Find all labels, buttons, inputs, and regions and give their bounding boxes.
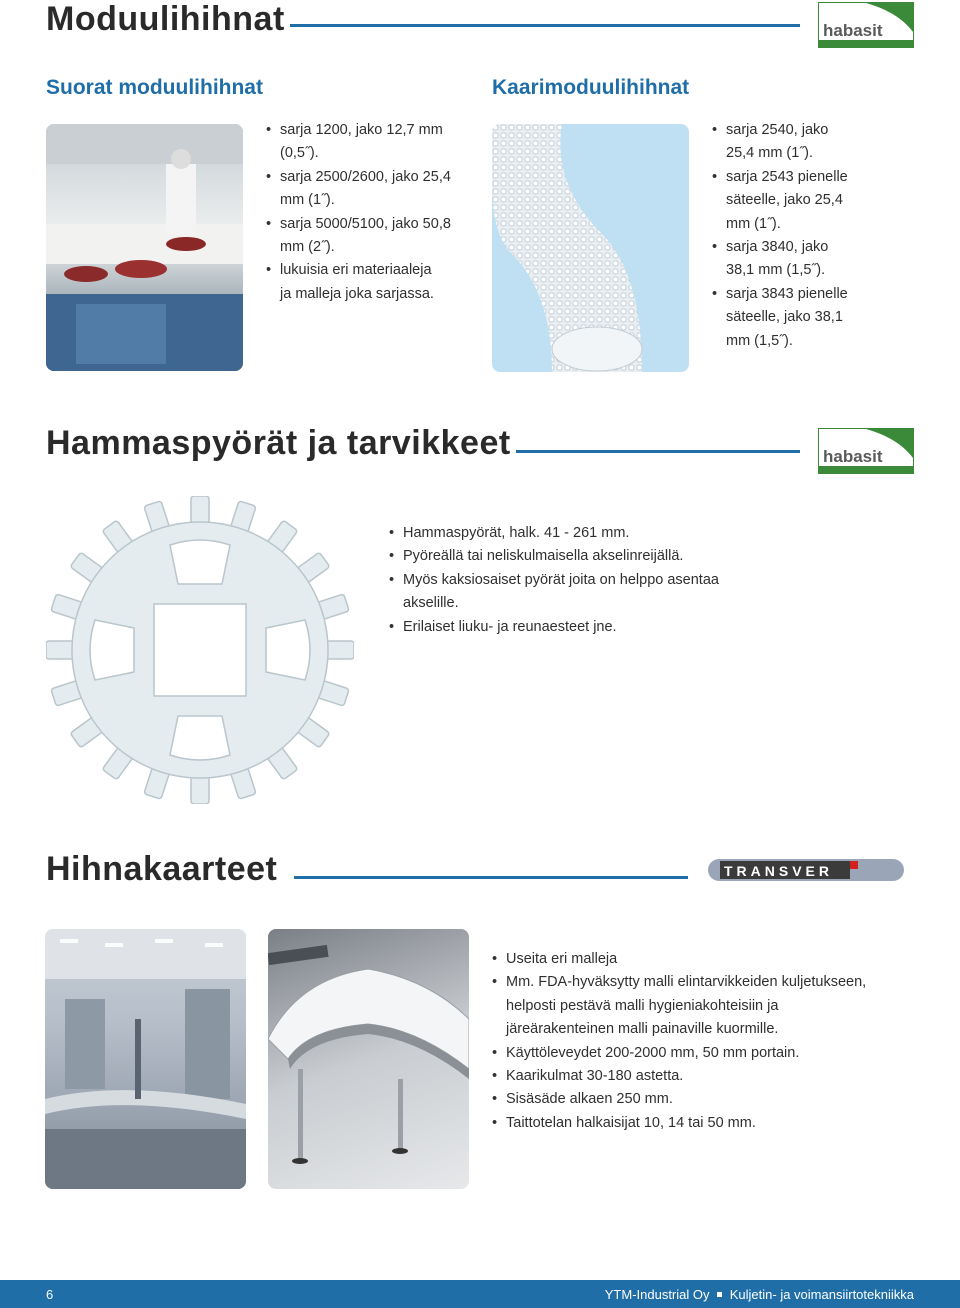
- list-item: mm (1,5˝).: [726, 332, 793, 349]
- footer-credit: [605, 1287, 914, 1302]
- footer-tagline: Kuljetin- ja voimansiirtotekniikka: [729, 1287, 914, 1302]
- list-item: ja malleja joka sarjassa.: [280, 285, 434, 302]
- curve-conveyors-list: [492, 948, 932, 1135]
- section-title-curve-conveyors: Hihnakaarteet: [46, 850, 278, 888]
- footer-separator-icon: [717, 1292, 722, 1297]
- list-item: 25,4 mm (1˝).: [726, 145, 814, 162]
- factory-conveyor-photo: [45, 929, 246, 1189]
- list-item: • sarja 2543 pienelle: [712, 166, 912, 189]
- meat-processing-photo: [46, 124, 243, 371]
- transver-logo: [708, 858, 904, 882]
- list-item: • Mm. FDA-hyväksytty malli elintarvikkeiden kuljetukseen,: [492, 971, 932, 994]
- footer-company: YTM-Industrial Oy: [604, 1287, 710, 1302]
- list-item: • Myös kaksiosaiset pyörät joita on helppo asentaa: [389, 569, 809, 592]
- sprockets-list: [389, 522, 809, 639]
- list-item: • lukuisia eri materiaaleja: [266, 259, 476, 282]
- curved-belt-photo: [492, 124, 689, 372]
- subtitle-curved-belts: Kaarimoduulihihnat: [492, 76, 690, 99]
- list-item: mm (1˝).: [726, 215, 781, 232]
- transver-logo-text: TRANSVER: [724, 863, 834, 879]
- list-item: • Useita eri malleja: [492, 948, 932, 971]
- list-item: • Sisäsäde alkaen 250 mm.: [492, 1088, 932, 1111]
- curve-conveyor-photo: [268, 929, 469, 1189]
- sprocket-image: [46, 496, 354, 804]
- list-item: • sarja 3843 pienelle: [712, 283, 912, 306]
- list-item: • sarja 1200, jako 12,7 mm: [266, 119, 476, 142]
- list-item: mm (2˝).: [280, 239, 335, 256]
- list-item: • Erilaiset liuku- ja reunaesteet jne.: [389, 616, 809, 639]
- list-item: järeärakenteinen malli painaville kuormille.: [506, 1021, 779, 1038]
- list-item: • Käyttöleveydet 200-2000 mm, 50 mm portain.: [492, 1042, 932, 1065]
- list-item: akselille.: [403, 595, 459, 612]
- habasit-logo: [818, 428, 914, 474]
- list-item: • sarja 2540, jako: [712, 119, 912, 142]
- list-item: mm (1˝).: [280, 192, 335, 209]
- list-item: säteelle, jako 38,1: [726, 309, 843, 326]
- list-item: • Kaarikulmat 30-180 astetta.: [492, 1065, 932, 1088]
- curved-belts-list: [712, 119, 912, 353]
- list-item: helposti pestävä malli hygieniakohteisiin ja: [506, 997, 779, 1014]
- page-footer: [0, 1280, 960, 1308]
- list-item: (0,5˝).: [280, 145, 319, 162]
- list-item: • sarja 3840, jako: [712, 236, 912, 259]
- habasit-logo: [818, 2, 914, 48]
- list-item: 38,1 mm (1,5˝).: [726, 262, 826, 279]
- list-item: • Hammaspyörät, halk. 41 - 261 mm.: [389, 522, 809, 545]
- section-title-modular-belts: Moduulihihnat: [46, 0, 285, 38]
- list-item: säteelle, jako 25,4: [726, 192, 843, 209]
- subtitle-straight-belts: Suorat moduulihihnat: [46, 76, 263, 99]
- habasit-logo-text: habasit: [823, 447, 883, 466]
- straight-belts-list: [266, 119, 476, 306]
- title-rule: [516, 450, 800, 453]
- list-item: • sarja 5000/5100, jako 50,8: [266, 213, 476, 236]
- title-rule: [294, 876, 688, 879]
- section-title-sprockets: Hammaspyörät ja tarvikkeet: [46, 424, 511, 462]
- habasit-logo-text: habasit: [823, 21, 883, 40]
- title-rule: [290, 24, 800, 27]
- list-item: • Pyöreällä tai neliskulmaisella akselinreijällä.: [389, 545, 809, 568]
- list-item: • sarja 2500/2600, jako 25,4: [266, 166, 476, 189]
- list-item: • Taittotelan halkaisijat 10, 14 tai 50 mm.: [492, 1112, 932, 1135]
- page-number: 6: [46, 1287, 54, 1302]
